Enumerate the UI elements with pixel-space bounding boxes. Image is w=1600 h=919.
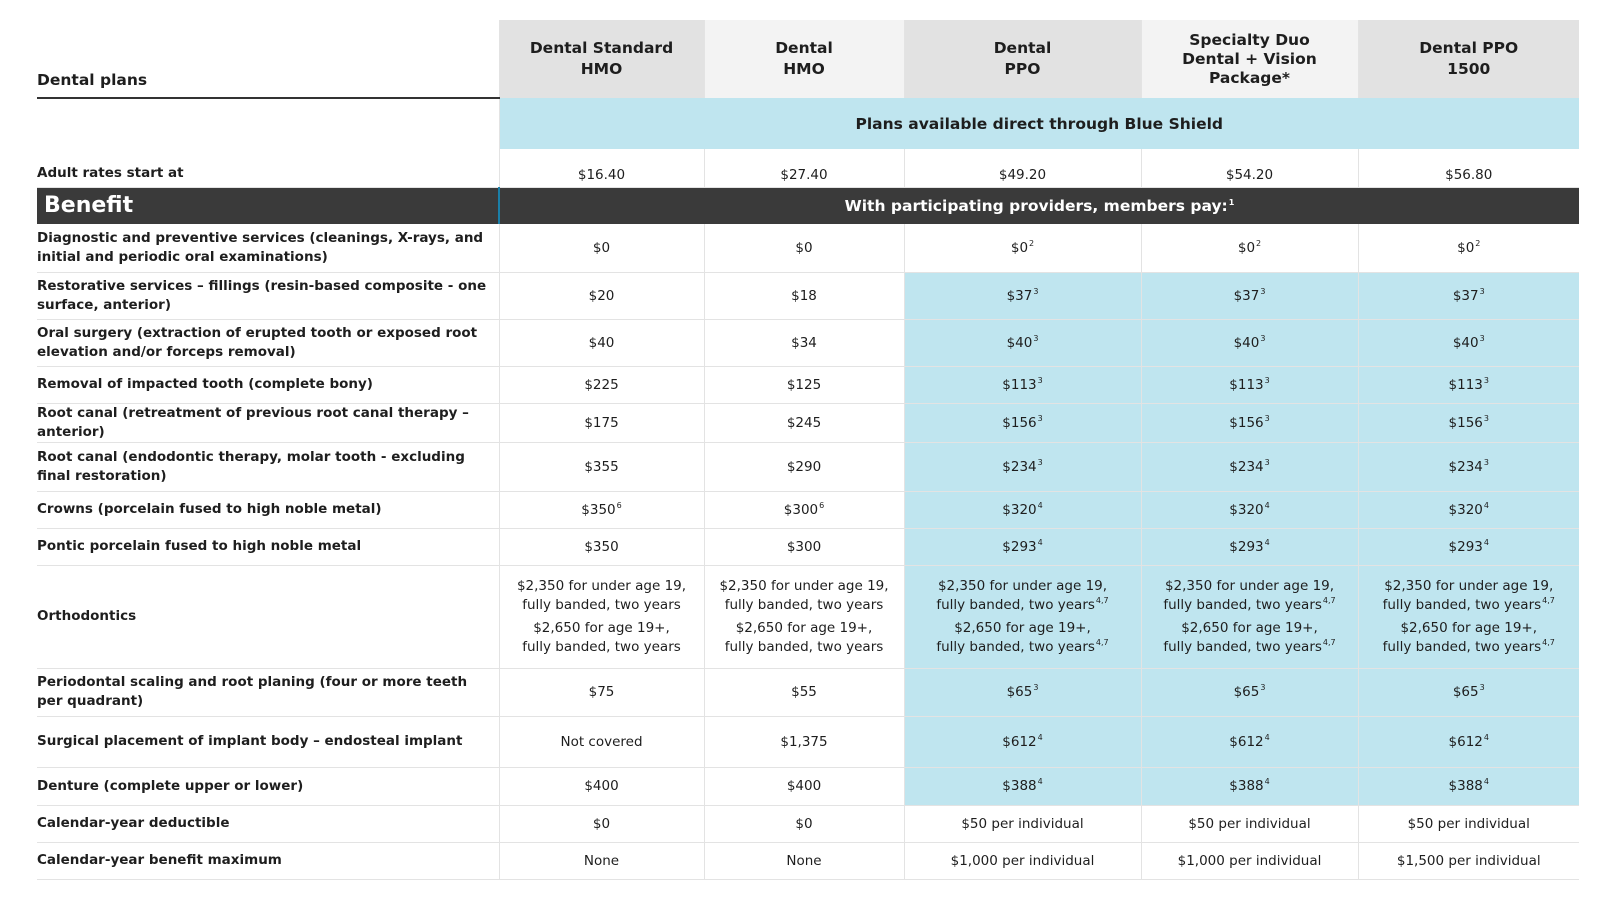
value-cell	[1141, 442, 1358, 491]
cell-value: $50 per individual	[1188, 815, 1311, 832]
orthodontics-text	[1359, 577, 1580, 615]
cell-value: $1,000 per individual	[950, 852, 1095, 869]
value-cell	[704, 366, 904, 403]
cell-value: $290	[786, 458, 822, 475]
orthodontics-line	[1142, 638, 1358, 657]
orthodontics-text	[905, 577, 1141, 615]
footnote-ref: 3	[1483, 375, 1489, 385]
benefit-label: Diagnostic and preventive services (cleanings, X-rays, and initial and periodic oral examinations)	[37, 224, 499, 272]
availability-banner: Plans available direct through Blue Shield	[499, 98, 1579, 149]
plan-name-line1: Dental	[775, 39, 833, 57]
orthodontics-line-text: fully banded, two years	[1382, 596, 1542, 613]
cell-value: $20	[588, 287, 615, 304]
benefit-label: Removal of impacted tooth (complete bony)	[37, 366, 499, 403]
orthodontics-cell	[1141, 565, 1358, 668]
value-cell	[904, 319, 1141, 366]
value-cell	[704, 403, 904, 442]
benefit-label: Restorative services – fillings (resin-based composite - one surface, anterior)	[37, 272, 499, 319]
orthodontics-cell	[499, 565, 704, 668]
orthodontics-line: $2,350 for under age 19,	[1384, 577, 1554, 594]
orthodontics-text	[500, 619, 704, 657]
footnote-ref: 3	[1483, 457, 1489, 467]
value-cell	[904, 668, 1141, 716]
cell-value: $293	[1229, 538, 1264, 555]
cell-value: $400	[786, 778, 822, 794]
footnote-ref: 3	[1260, 286, 1266, 296]
cell-value: $0	[795, 239, 813, 256]
footnote-ref: 3	[1033, 333, 1039, 343]
value-cell	[1358, 491, 1579, 528]
orthodontics-line	[1142, 596, 1358, 615]
cell-value: $234	[1002, 458, 1037, 475]
benefit-row	[37, 366, 1579, 403]
footnote-ref: 4	[1037, 537, 1043, 547]
cell-value: $225	[584, 376, 619, 393]
value-cell	[1358, 668, 1579, 716]
cell-value: $245	[786, 414, 822, 431]
rate-cell: $16.40	[499, 149, 704, 187]
footnote-ref: 4	[1264, 777, 1270, 786]
orthodontics-line	[1359, 638, 1580, 657]
plan-name-line3: Package*	[1208, 68, 1291, 87]
orthodontics-row	[37, 565, 1579, 668]
footnote-ref: 2	[1475, 238, 1481, 248]
value-cell	[1358, 366, 1579, 403]
plan-name-line2: HMO	[783, 60, 825, 78]
plan-header-specialty-duo	[1141, 20, 1358, 98]
cell-value: $34	[791, 334, 817, 351]
value-cell	[704, 805, 904, 842]
plan-name-line2: 1500	[1447, 60, 1491, 78]
cell-value: $1,000 per individual	[1177, 852, 1322, 869]
footnote-ref: 3	[1260, 333, 1266, 343]
cell-value: $55	[791, 684, 817, 700]
orthodontics-line-text: fully banded, two years	[936, 638, 1095, 655]
benefit-label: Oral surgery (extraction of erupted tooth or exposed root elevation and/or forceps removal)	[37, 319, 499, 366]
footnote-ref: 4	[1483, 500, 1489, 510]
cell-value: $1,500 per individual	[1396, 852, 1541, 869]
benefit-row	[37, 716, 1579, 767]
cell-value: $75	[588, 684, 615, 700]
footnote-ref: 2	[1029, 238, 1035, 248]
plan-header-row	[37, 20, 1579, 98]
plan-name-line2: PPO	[1004, 60, 1041, 78]
benefit-row	[37, 403, 1579, 442]
orthodontics-line-text: fully banded, two years	[1163, 596, 1322, 613]
plan-header-dental-standard-hmo	[499, 20, 704, 98]
plan-name-line1: Dental	[993, 39, 1052, 57]
cell-value: $65	[1233, 684, 1260, 700]
footnote-ref: 4	[1037, 732, 1043, 742]
orthodontics-line	[705, 638, 904, 657]
cell-value: $320	[1229, 501, 1264, 518]
orthodontics-line	[905, 638, 1141, 657]
value-cell	[1141, 224, 1358, 272]
orthodontics-line	[1359, 596, 1580, 615]
value-cell	[1141, 272, 1358, 319]
benefit-label: Root canal (retreatment of previous root canal therapy – anterior)	[37, 403, 499, 442]
cell-value: $612	[1229, 733, 1264, 750]
value-cell	[499, 272, 704, 319]
value-cell	[704, 319, 904, 366]
footnote-ref: 3	[1037, 375, 1043, 385]
cell-value: $125	[786, 376, 822, 393]
plan-name-line1: Dental Standard	[529, 39, 674, 57]
footnote-ref: 4	[1037, 500, 1043, 510]
orthodontics-line: $2,650 for age 19+,	[735, 619, 873, 636]
value-cell	[499, 366, 704, 403]
cell-value: $37	[1006, 287, 1033, 304]
cell-value: $0	[795, 815, 813, 832]
orthodontics-line-text: fully banded, two years	[522, 638, 681, 655]
benefit-label: Periodontal scaling and root planing (four or more teeth per quadrant)	[37, 668, 499, 716]
orthodontics-line-text: fully banded, two years	[1163, 638, 1322, 655]
value-cell	[704, 767, 904, 805]
cell-value: None	[583, 852, 620, 869]
cell-value: $234	[1229, 458, 1264, 475]
value-cell	[499, 403, 704, 442]
footnote-ref: 6	[616, 500, 622, 510]
footnote-ref: 4	[1483, 537, 1489, 547]
value-cell	[904, 442, 1141, 491]
value-cell	[499, 491, 704, 528]
value-cell	[704, 528, 904, 565]
cell-value: $1,375	[780, 733, 828, 750]
value-cell	[704, 272, 904, 319]
orthodontics-line	[500, 596, 704, 615]
cell-value: $113	[1448, 376, 1483, 393]
value-cell	[499, 668, 704, 716]
benefit-row	[37, 442, 1579, 491]
cell-value: $388	[1229, 778, 1264, 794]
value-cell	[1358, 528, 1579, 565]
cell-value: $113	[1002, 376, 1037, 393]
footnote-ref: 3	[1264, 375, 1270, 385]
benefit-row	[37, 668, 1579, 716]
cell-value: $355	[584, 458, 619, 475]
value-cell	[904, 491, 1141, 528]
footnote-ref: 4	[1483, 777, 1489, 786]
availability-row	[37, 98, 1579, 149]
value-cell	[499, 842, 704, 879]
value-cell	[704, 716, 904, 767]
footnote-ref: 2	[1256, 238, 1262, 248]
value-cell	[499, 805, 704, 842]
orthodontics-text	[905, 619, 1141, 657]
value-cell	[1358, 716, 1579, 767]
footnote-ref: 4,7	[1095, 637, 1109, 647]
cell-value: $40	[1233, 334, 1260, 351]
footnote-ref: 3	[1479, 333, 1485, 343]
cell-value: $65	[1452, 684, 1479, 700]
benefit-row	[37, 528, 1579, 565]
cell-value: $320	[1002, 501, 1037, 518]
footnote-ref: 4,7	[1322, 637, 1336, 647]
orthodontics-line-text: fully banded, two years	[724, 596, 884, 613]
value-cell	[904, 805, 1141, 842]
cell-value: $40	[1006, 334, 1033, 351]
orthodontics-text	[500, 577, 704, 615]
benefit-label: Orthodontics	[37, 565, 499, 668]
cell-value: $40	[1452, 334, 1479, 351]
value-cell	[499, 224, 704, 272]
value-cell	[1358, 442, 1579, 491]
cell-value: $156	[1002, 414, 1037, 431]
value-cell	[904, 272, 1141, 319]
footnote-ref: 4	[1037, 777, 1043, 786]
cell-value: $293	[1448, 538, 1483, 555]
footnote-ref: 4	[1264, 732, 1270, 742]
value-cell	[1358, 272, 1579, 319]
footnote-ref: 3	[1033, 683, 1039, 692]
plan-header-dental-hmo	[704, 20, 904, 98]
footnote-ref: 3	[1479, 683, 1485, 692]
cell-value: $0	[1010, 239, 1029, 256]
cell-value: $612	[1448, 733, 1483, 750]
orthodontics-text	[705, 577, 904, 615]
members-pay-heading	[499, 187, 1579, 224]
cell-value: $156	[1448, 414, 1483, 431]
members-pay-text: With participating providers, members pay:	[844, 196, 1228, 215]
footnote-ref: 3	[1037, 413, 1043, 423]
availability-spacer	[37, 98, 499, 149]
value-cell	[704, 442, 904, 491]
orthodontics-line: $2,650 for age 19+,	[1181, 619, 1318, 636]
orthodontics-text	[1142, 577, 1358, 615]
footnote-ref: 4,7	[1542, 595, 1555, 605]
page-title: Dental plans	[37, 20, 499, 98]
cell-value: $612	[1002, 733, 1037, 750]
orthodontics-cell	[904, 565, 1141, 668]
orthodontics-text	[1142, 619, 1358, 657]
cell-value: Not covered	[560, 733, 643, 750]
benefit-row	[37, 319, 1579, 366]
footnote-ref: 3	[1033, 286, 1039, 296]
value-cell	[1358, 767, 1579, 805]
orthodontics-text	[705, 619, 904, 657]
orthodontics-cell	[704, 565, 904, 668]
cell-value: $300	[786, 538, 822, 555]
value-cell	[704, 668, 904, 716]
orthodontics-line	[905, 596, 1141, 615]
value-cell	[904, 403, 1141, 442]
benefit-row	[37, 491, 1579, 528]
benefit-label: Crowns (porcelain fused to high noble metal)	[37, 491, 499, 528]
value-cell	[499, 716, 704, 767]
benefit-row	[37, 224, 1579, 272]
cell-value: $320	[1448, 501, 1483, 518]
value-cell	[1141, 842, 1358, 879]
value-cell	[1358, 805, 1579, 842]
plan-name-line1: Dental PPO	[1419, 39, 1519, 57]
cell-value: $0	[1237, 239, 1256, 256]
footnote-ref: 3	[1037, 457, 1043, 467]
cell-value: $156	[1229, 414, 1264, 431]
cell-value: $65	[1006, 684, 1033, 700]
orthodontics-text	[1359, 619, 1580, 657]
benefit-row	[37, 805, 1579, 842]
cell-value: $350	[584, 538, 619, 555]
benefit-row	[37, 767, 1579, 805]
benefit-label: Calendar-year benefit maximum	[37, 842, 499, 879]
cell-value: $50 per individual	[1407, 815, 1530, 832]
footnote-ref: 4	[1264, 500, 1270, 510]
value-cell	[904, 366, 1141, 403]
footnote-ref: 4	[1483, 732, 1489, 742]
value-cell	[1141, 528, 1358, 565]
footnote-ref: 6	[819, 500, 825, 510]
value-cell	[704, 224, 904, 272]
orthodontics-line: $2,650 for age 19+,	[954, 619, 1091, 636]
value-cell	[1141, 805, 1358, 842]
rate-cell: $49.20	[904, 149, 1141, 187]
plan-header-dental-ppo-1500	[1358, 20, 1579, 98]
benefit-label: Denture (complete upper or lower)	[37, 767, 499, 805]
orthodontics-line: $2,350 for under age 19,	[1164, 577, 1335, 594]
value-cell	[499, 767, 704, 805]
value-cell	[904, 842, 1141, 879]
value-cell	[1141, 668, 1358, 716]
orthodontics-line: $2,350 for under age 19,	[937, 577, 1108, 594]
benefit-label: Calendar-year deductible	[37, 805, 499, 842]
plan-name-line1: Specialty Duo	[1189, 30, 1310, 49]
orthodontics-line-text: fully banded, two years	[724, 638, 884, 655]
footnote-ref: 4,7	[1095, 595, 1109, 605]
cell-value: $293	[1002, 538, 1037, 555]
adult-rates-row	[37, 149, 1579, 187]
plans-table	[37, 20, 1579, 880]
footnote-ref: 4	[1264, 537, 1270, 547]
cell-value: $388	[1002, 778, 1037, 794]
orthodontics-line	[500, 638, 704, 657]
value-cell	[1141, 491, 1358, 528]
orthodontics-line: $2,650 for age 19+,	[1400, 619, 1538, 636]
benefit-label: Pontic porcelain fused to high noble metal	[37, 528, 499, 565]
cell-value: $113	[1229, 376, 1264, 393]
orthodontics-cell	[1358, 565, 1579, 668]
cell-value: $175	[584, 414, 619, 431]
footnote-ref: 3	[1483, 413, 1489, 423]
plan-name-line2: HMO	[580, 60, 623, 78]
value-cell	[1141, 767, 1358, 805]
cell-value: $18	[791, 287, 817, 304]
cell-value: $234	[1448, 458, 1483, 475]
value-cell	[904, 767, 1141, 805]
orthodontics-line: $2,350 for under age 19,	[516, 577, 687, 594]
value-cell	[1358, 842, 1579, 879]
orthodontics-line-text: fully banded, two years	[936, 596, 1095, 613]
value-cell	[904, 528, 1141, 565]
benefit-row	[37, 842, 1579, 879]
orthodontics-line-text: fully banded, two years	[522, 596, 681, 613]
footnote-ref: 3	[1479, 286, 1485, 296]
footnote-ref: 3	[1264, 413, 1270, 423]
benefit-heading: Benefit	[37, 187, 499, 224]
cell-value: $300	[783, 501, 819, 518]
cell-value: $388	[1448, 778, 1483, 794]
value-cell	[1141, 403, 1358, 442]
cell-value: $37	[1452, 287, 1479, 304]
footnote-ref: 1	[1228, 197, 1235, 207]
value-cell	[1358, 403, 1579, 442]
value-cell	[499, 442, 704, 491]
adult-rates-label: Adult rates start at	[37, 149, 499, 187]
plan-header-dental-ppo	[904, 20, 1141, 98]
value-cell	[904, 716, 1141, 767]
rate-cell: $27.40	[704, 149, 904, 187]
cell-value: $37	[1233, 287, 1260, 304]
footnote-ref: 3	[1260, 683, 1266, 692]
cell-value: $40	[588, 334, 615, 351]
benefit-header-row	[37, 187, 1579, 224]
value-cell	[704, 842, 904, 879]
rate-cell: $54.20	[1141, 149, 1358, 187]
value-cell	[1141, 716, 1358, 767]
benefit-label: Surgical placement of implant body – endosteal implant	[37, 716, 499, 767]
value-cell	[1358, 224, 1579, 272]
benefit-label: Root canal (endodontic therapy, molar tooth - excluding final restoration)	[37, 442, 499, 491]
rate-cell: $56.80	[1358, 149, 1579, 187]
footnote-ref: 4,7	[1542, 637, 1555, 647]
footnote-ref: 4,7	[1322, 595, 1336, 605]
value-cell	[904, 224, 1141, 272]
value-cell	[704, 491, 904, 528]
cell-value: $0	[1457, 239, 1475, 256]
cell-value: $350	[581, 501, 616, 518]
orthodontics-line-text: fully banded, two years	[1382, 638, 1542, 655]
value-cell	[1141, 366, 1358, 403]
footnote-ref: 3	[1264, 457, 1270, 467]
benefit-row	[37, 272, 1579, 319]
cell-value: $0	[592, 815, 611, 832]
orthodontics-line: $2,650 for age 19+,	[533, 619, 670, 636]
cell-value: $50 per individual	[961, 815, 1084, 832]
cell-value: $0	[592, 239, 611, 256]
orthodontics-line: $2,350 for under age 19,	[719, 577, 889, 594]
value-cell	[499, 319, 704, 366]
cell-value: $400	[584, 778, 619, 794]
plan-name-line2: Dental + Vision	[1182, 49, 1317, 68]
value-cell	[1141, 319, 1358, 366]
orthodontics-line	[705, 596, 904, 615]
value-cell	[499, 528, 704, 565]
value-cell	[1358, 319, 1579, 366]
cell-value: None	[786, 852, 822, 869]
